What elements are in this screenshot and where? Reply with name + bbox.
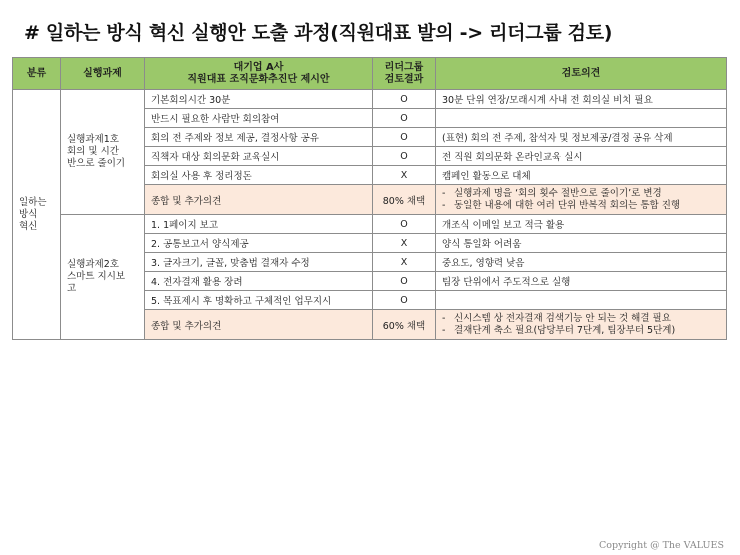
summary-label: 종합 및 추가의견 <box>145 185 373 215</box>
header-proposal-line2: 직원대표 조직문화추진단 제시안 <box>187 73 330 85</box>
header-opinion: 검토의견 <box>436 58 727 90</box>
summary-notes <box>436 185 727 215</box>
result-cell: O <box>373 90 436 109</box>
opinion-cell: 개조식 이메일 보고 적극 활용 <box>436 215 727 234</box>
proposal-cell: 1. 1페이지 보고 <box>145 215 373 234</box>
opinion-cell: (표현) 회의 전 주제, 참석자 및 정보제공/결정 공유 삭제 <box>436 128 727 147</box>
review-table <box>12 57 727 340</box>
proposal-cell: 4. 전자결재 활용 장려 <box>145 272 373 291</box>
opinion-cell: 팀장 단위에서 주도적으로 실행 <box>436 272 727 291</box>
header-result <box>373 58 436 90</box>
summary-note: - 실행과제 명을 ‘회의 횟수 절반으로 줄이기’로 변경 <box>442 188 720 200</box>
result-cell: X <box>373 234 436 253</box>
result-cell: O <box>373 215 436 234</box>
category-cell: 일하는 방식 혁신 <box>13 90 61 340</box>
copyright-footer: Copyright @ The VALUES <box>599 540 724 551</box>
header-proposal-line1: 대기업 A사 <box>233 61 284 73</box>
result-cell: O <box>373 272 436 291</box>
header-result-line2: 검토결과 <box>384 73 424 85</box>
summary-note: - 신시스템 상 전자결재 검색기능 안 되는 것 해결 필요 <box>442 313 720 325</box>
summary-notes <box>436 310 727 340</box>
proposal-cell: 2. 공통보고서 양식제공 <box>145 234 373 253</box>
opinion-cell: 양식 통일화 어려움 <box>436 234 727 253</box>
proposal-cell: 회의 전 주제와 정보 제공, 결정사항 공유 <box>145 128 373 147</box>
table-row <box>13 215 727 234</box>
task-1-cell: 실행과제1호 회의 및 시간 반으로 줄이기 <box>61 90 145 215</box>
summary-note: - 동일한 내용에 대한 여러 단위 반복적 회의는 통합 진행 <box>442 200 720 212</box>
opinion-cell: 전 직원 회의문화 온라인교육 실시 <box>436 147 727 166</box>
proposal-cell: 5. 목표제시 후 명확하고 구체적인 업무지시 <box>145 291 373 310</box>
proposal-cell: 반드시 필요한 사람만 회의참여 <box>145 109 373 128</box>
opinion-cell: 중요도, 영향력 낮음 <box>436 253 727 272</box>
result-cell: O <box>373 128 436 147</box>
task-2-cell: 실행과제2호 스마트 지시보 고 <box>61 215 145 340</box>
header-task: 실행과제 <box>61 58 145 90</box>
adoption-rate: 80% 채택 <box>373 185 436 215</box>
proposal-cell: 직책자 대상 회의문화 교육실시 <box>145 147 373 166</box>
proposal-cell: 회의실 사용 후 정리정돈 <box>145 166 373 185</box>
result-cell: O <box>373 291 436 310</box>
result-cell: X <box>373 253 436 272</box>
header-category: 분류 <box>13 58 61 90</box>
opinion-cell: 30분 단위 연장/모래시계 사내 전 회의실 비치 필요 <box>436 90 727 109</box>
summary-note: - 결재단계 축소 필요(담당부터 7단계, 팀장부터 5단계) <box>442 325 720 337</box>
header-proposal <box>145 58 373 90</box>
header-result-line1: 리더그룹 <box>384 61 424 73</box>
page-title: # 일하는 방식 혁신 실행안 도출 과정(직원대표 발의 -> 리더그룹 검토) <box>24 22 613 44</box>
result-cell: X <box>373 166 436 185</box>
result-cell: O <box>373 109 436 128</box>
opinion-cell <box>436 109 727 128</box>
header-row <box>13 58 727 90</box>
opinion-cell: 캠페인 활동으로 대체 <box>436 166 727 185</box>
proposal-cell: 기본회의시간 30분 <box>145 90 373 109</box>
summary-label: 종합 및 추가의견 <box>145 310 373 340</box>
result-cell: O <box>373 147 436 166</box>
opinion-cell <box>436 291 727 310</box>
table-row <box>13 90 727 109</box>
adoption-rate: 60% 채택 <box>373 310 436 340</box>
proposal-cell: 3. 글자크기, 글꼴, 맞춤법 결재자 수정 <box>145 253 373 272</box>
